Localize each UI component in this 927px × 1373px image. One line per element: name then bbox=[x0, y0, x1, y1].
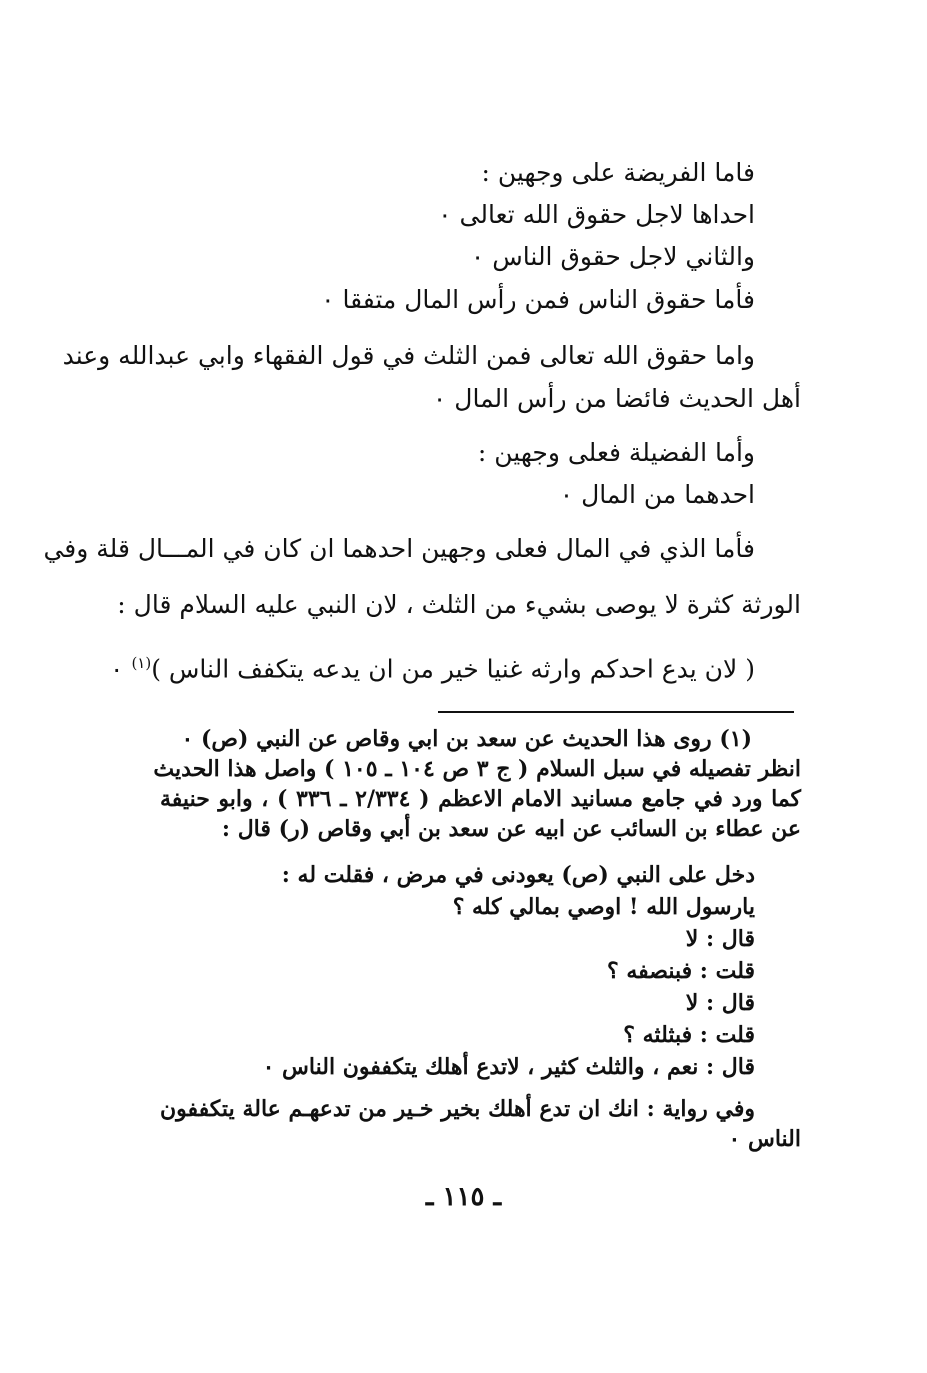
footnote-line-10: قلت : فبثلثه ؟ bbox=[623, 1022, 755, 1048]
footnote-line-2: انظر تفصيله في سبل السلام ( ج ٣ ص ١٠٤ ـ ١٠٥ ) واصل هذا الحديث bbox=[153, 756, 801, 782]
page-number: ـ ١١٥ ـ bbox=[425, 1182, 502, 1212]
main-line-5: واما حقوق الله تعالى فمن الثلث في قول الفقهاء وابي عبدالله وعند bbox=[62, 341, 755, 370]
main-line-3: والثاني لاجل حقوق الناس ٠ bbox=[470, 242, 755, 271]
footnote-separator bbox=[438, 711, 794, 713]
footnote-line-7: قال : لا bbox=[685, 926, 755, 952]
main-line-2: احداها لاجل حقوق الله تعالى ٠ bbox=[438, 200, 755, 229]
footnote-line-3: كما ورد في جامع مسانيد الامام الاعظم ( ٢/٣٣٤ ـ ٣٣٦ ) ، وابو حنيفة bbox=[160, 786, 802, 812]
main-line-10: الورثة كثرة لا يوصى بشيء من الثلث ، لان النبي عليه السلام قال : bbox=[117, 590, 801, 619]
main-line-6: أهل الحديث فائضا من رأس المال ٠ bbox=[432, 384, 801, 413]
footnote-ref: (١) bbox=[131, 654, 152, 672]
main-line-8: احدهما من المال ٠ bbox=[559, 480, 755, 509]
footnote-line-4: عن عطاء بن السائب عن ابيه عن سعد بن أبي وقاص (ر) قال : bbox=[221, 816, 801, 842]
main-line-4: فأما حقوق الناس فمن رأس المال متفقا ٠ bbox=[321, 285, 755, 314]
main-line-9: فأما الذي في المال فعلى وجهين احدهما ان كان في المـــال قلة وفي bbox=[43, 534, 755, 563]
footnote-line-9: قال : لا bbox=[685, 990, 755, 1016]
hadith-text: ( لان يدع احدكم وارثه غنيا خير من ان يدعه يتكفف الناس ) bbox=[151, 654, 755, 684]
main-line-7: وأما الفضيلة فعلى وجهين : bbox=[477, 438, 755, 467]
main-line-1: فاما الفريضة على وجهين : bbox=[481, 158, 755, 187]
main-line-hadith bbox=[110, 654, 755, 684]
footnote-line-5: دخل على النبي (ص) يعودنى في مرض ، فقلت له : bbox=[281, 862, 755, 888]
footnote-line-11: قال : نعم ، والثلث كثير ، لاتدع أهلك يتكففون الناس ٠ bbox=[262, 1054, 755, 1080]
footnote-line-12: وفي رواية : انك ان تدع أهلك بخير خـير من تدعهـم عالة يتكففون bbox=[160, 1096, 755, 1122]
hadith-end-dot: ٠ bbox=[110, 654, 124, 684]
footnote-line-6: يارسول الله ! اوصي بمالي كله ؟ bbox=[452, 894, 755, 920]
footnote-line-8: قلت : فبنصفه ؟ bbox=[607, 958, 755, 984]
footnote-line-13: الناس ٠ bbox=[728, 1126, 801, 1152]
footnote-line-1: (١) روى هذا الحديث عن سعد بن ابي وقاص عن النبي (ص) ٠ bbox=[181, 726, 752, 752]
